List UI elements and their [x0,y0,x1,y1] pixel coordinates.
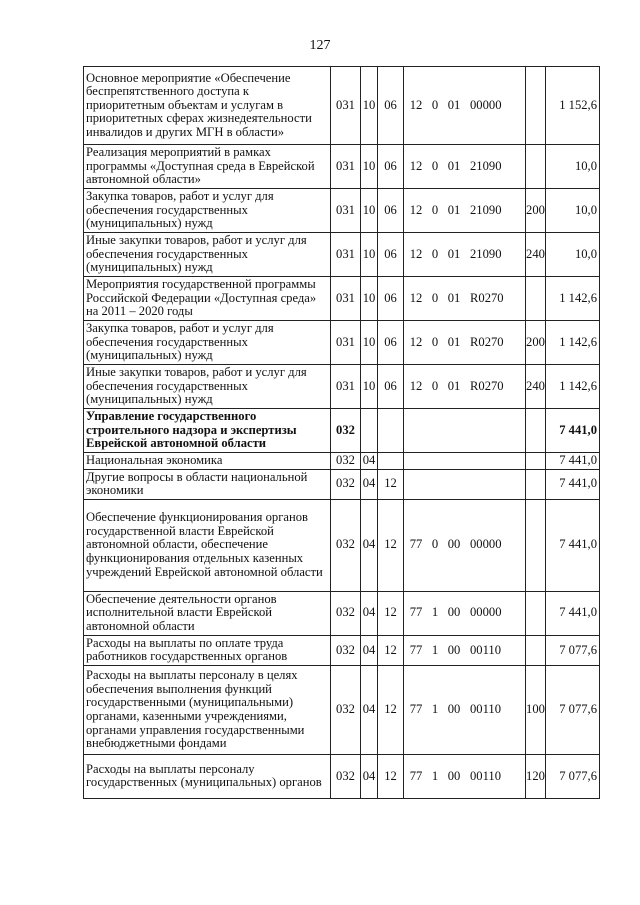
code-cs-cell [404,67,526,145]
code-cs3: 00 [447,768,461,783]
table-row [84,635,600,665]
code-cs-cell [404,321,526,365]
code-vr-cell [526,409,546,453]
row-name-cell: Обеспечение функционирования органов государственной власти Еврейской автономной области, обеспечение функционирования отдельных казенных учреждений Еврейской автономной области [84,499,331,591]
code-cs3: 01 [447,97,461,112]
row-name-cell: Национальная экономика [84,453,331,470]
code-cs1: 12 [409,378,423,393]
code-vr-cell: 100 [526,665,546,754]
table-row [84,145,600,189]
code-cs-cell [404,365,526,409]
code-cs2: 0 [431,158,439,173]
code-vr-cell: 120 [526,754,546,798]
code-cs-cell [404,469,526,499]
code-cs1: 12 [409,246,423,261]
table-row [84,591,600,635]
budget-table [83,66,600,799]
row-name-cell: Управление государственного строительного надзора и экспертизы Еврейской автономной области [84,409,331,453]
amount-cell: 7 441,0 [546,453,600,470]
code-cs4: 00110 [470,768,502,783]
row-name-cell: Закупка товаров, работ и услуг для обеспечения государственных (муниципальных) нужд [84,321,331,365]
code-vr-cell [526,277,546,321]
code-cs4: R0270 [470,334,504,349]
code-cs3: 01 [447,202,461,217]
code-cs3: 00 [447,537,461,552]
code-rz-cell: 04 [361,665,378,754]
code-cs-cell [404,754,526,798]
code-vr-cell [526,499,546,591]
code-cs4: R0270 [470,378,504,393]
row-name-cell: Другие вопросы в области национальной экономики [84,469,331,499]
code-cs1: 77 [409,537,423,552]
code-cs-cell [404,499,526,591]
code-pr-cell: 12 [378,499,404,591]
table-row [84,409,600,453]
code-cs3: 00 [447,702,461,717]
code-cs2: 0 [431,246,439,261]
code-gr-cell: 032 [331,635,361,665]
code-rz-cell: 10 [361,233,378,277]
row-name-cell: Расходы на выплаты по оплате труда работников государственных органов [84,635,331,665]
amount-cell: 10,0 [546,233,600,277]
code-cs-cell [404,453,526,470]
code-cs2: 1 [431,768,439,783]
code-vr-cell [526,453,546,470]
amount-cell: 7 077,6 [546,754,600,798]
code-cs3: 01 [447,290,461,305]
row-name-cell: Обеспечение деятельности органов исполнительной власти Еврейской автономной области [84,591,331,635]
code-cs3: 00 [447,642,461,657]
code-cs-cell [404,409,526,453]
code-vr-cell [526,67,546,145]
code-pr-cell: 06 [378,321,404,365]
code-gr-cell: 031 [331,67,361,145]
table-row [84,365,600,409]
amount-cell: 7 441,0 [546,409,600,453]
code-rz-cell: 10 [361,145,378,189]
code-pr-cell [378,453,404,470]
amount-cell: 7 441,0 [546,591,600,635]
row-name-cell: Реализация мероприятий в рамках программы «Доступная среда в Еврейской автономной области» [84,145,331,189]
code-pr-cell: 12 [378,635,404,665]
code-cs4: 00110 [470,702,502,717]
code-pr-cell: 06 [378,145,404,189]
amount-cell: 1 152,6 [546,67,600,145]
code-pr-cell: 06 [378,67,404,145]
code-cs2: 0 [431,290,439,305]
amount-cell: 10,0 [546,145,600,189]
code-cs1: 12 [409,158,423,173]
amount-cell: 7 077,6 [546,635,600,665]
code-cs2: 0 [431,202,439,217]
code-cs-cell [404,277,526,321]
table-row [84,321,600,365]
code-gr-cell: 031 [331,233,361,277]
code-cs2: 1 [431,605,439,620]
code-rz-cell: 04 [361,453,378,470]
amount-cell: 1 142,6 [546,365,600,409]
code-rz-cell: 10 [361,189,378,233]
code-cs-cell [404,635,526,665]
code-rz-cell: 04 [361,469,378,499]
row-name-cell: Иные закупки товаров, работ и услуг для обеспечения государственных (муниципальных) нужд [84,233,331,277]
code-pr-cell: 06 [378,189,404,233]
amount-cell: 7 441,0 [546,469,600,499]
code-cs-cell [404,189,526,233]
code-rz-cell: 10 [361,67,378,145]
code-cs1: 77 [409,702,423,717]
code-vr-cell [526,591,546,635]
code-vr-cell: 200 [526,189,546,233]
code-cs-cell [404,145,526,189]
table-row [84,453,600,470]
code-cs2: 0 [431,537,439,552]
code-pr-cell: 06 [378,365,404,409]
code-cs3: 00 [447,605,461,620]
page-number: 127 [309,38,331,53]
code-cs1: 12 [409,334,423,349]
code-cs1: 12 [409,97,423,112]
code-cs-cell [404,591,526,635]
code-vr-cell [526,145,546,189]
code-pr-cell: 12 [378,754,404,798]
row-name-cell: Расходы на выплаты персоналу в целях обеспечения выполнения функций государственными (муниципальными) органами, казенными учреждениями, органами управления государственными внебюджетными фондами [84,665,331,754]
code-cs4: 21090 [470,202,502,217]
code-cs2: 0 [431,378,439,393]
code-gr-cell: 031 [331,277,361,321]
code-cs4: 21090 [470,246,502,261]
code-cs1: 77 [409,642,423,657]
code-cs2: 0 [431,97,439,112]
code-cs4: 00000 [470,537,502,552]
table-row [84,499,600,591]
row-name-cell: Основное мероприятие «Обеспечение беспрепятственного доступа к приоритетным объектам и услугам в приоритетных сферах жизнедеятельности инвалидов и других МГН в области» [84,67,331,145]
code-gr-cell: 032 [331,453,361,470]
code-gr-cell: 031 [331,321,361,365]
code-rz-cell [361,409,378,453]
code-cs1: 77 [409,605,423,620]
amount-cell: 7 441,0 [546,499,600,591]
code-cs-cell [404,233,526,277]
row-name-cell: Закупка товаров, работ и услуг для обеспечения государственных (муниципальных) нужд [84,189,331,233]
code-pr-cell [378,409,404,453]
table-row [84,189,600,233]
row-name-cell: Расходы на выплаты персоналу государственных (муниципальных) органов [84,754,331,798]
code-cs3: 01 [447,158,461,173]
row-name-cell: Мероприятия государственной программы Российской Федерации «Доступная среда» на 2011 – 2020 годы [84,277,331,321]
code-rz-cell: 10 [361,321,378,365]
amount-cell: 1 142,6 [546,321,600,365]
code-pr-cell: 06 [378,277,404,321]
code-gr-cell: 031 [331,365,361,409]
code-vr-cell [526,469,546,499]
table-row [84,665,600,754]
amount-cell: 1 142,6 [546,277,600,321]
code-vr-cell: 240 [526,365,546,409]
amount-cell: 10,0 [546,189,600,233]
code-pr-cell: 12 [378,591,404,635]
code-cs1: 77 [409,768,423,783]
code-cs2: 0 [431,334,439,349]
code-vr-cell: 200 [526,321,546,365]
code-pr-cell: 12 [378,469,404,499]
code-gr-cell: 031 [331,145,361,189]
table-row [84,469,600,499]
amount-cell: 7 077,6 [546,665,600,754]
code-gr-cell: 031 [331,189,361,233]
table-row [84,233,600,277]
row-name-cell: Иные закупки товаров, работ и услуг для обеспечения государственных (муниципальных) нужд [84,365,331,409]
code-cs3: 01 [447,378,461,393]
code-cs3: 01 [447,246,461,261]
code-rz-cell: 04 [361,499,378,591]
code-cs1: 12 [409,290,423,305]
table-row [84,67,600,145]
code-cs1: 12 [409,202,423,217]
code-cs4: 00110 [470,642,502,657]
code-rz-cell: 10 [361,365,378,409]
code-cs4: 21090 [470,158,502,173]
code-pr-cell: 12 [378,665,404,754]
code-cs-cell [404,665,526,754]
code-gr-cell: 032 [331,499,361,591]
code-gr-cell: 032 [331,754,361,798]
table-row [84,754,600,798]
code-cs4: 00000 [470,605,502,620]
code-rz-cell: 04 [361,754,378,798]
table-row [84,277,600,321]
code-gr-cell: 032 [331,665,361,754]
code-gr-cell: 032 [331,591,361,635]
code-gr-cell: 032 [331,469,361,499]
code-rz-cell: 04 [361,635,378,665]
code-cs3: 01 [447,334,461,349]
code-rz-cell: 10 [361,277,378,321]
code-vr-cell [526,635,546,665]
code-rz-cell: 04 [361,591,378,635]
code-cs4: 00000 [470,97,502,112]
code-pr-cell: 06 [378,233,404,277]
code-vr-cell: 240 [526,233,546,277]
code-gr-cell: 032 [331,409,361,453]
code-cs2: 1 [431,702,439,717]
code-cs4: R0270 [470,290,504,305]
code-cs2: 1 [431,642,439,657]
